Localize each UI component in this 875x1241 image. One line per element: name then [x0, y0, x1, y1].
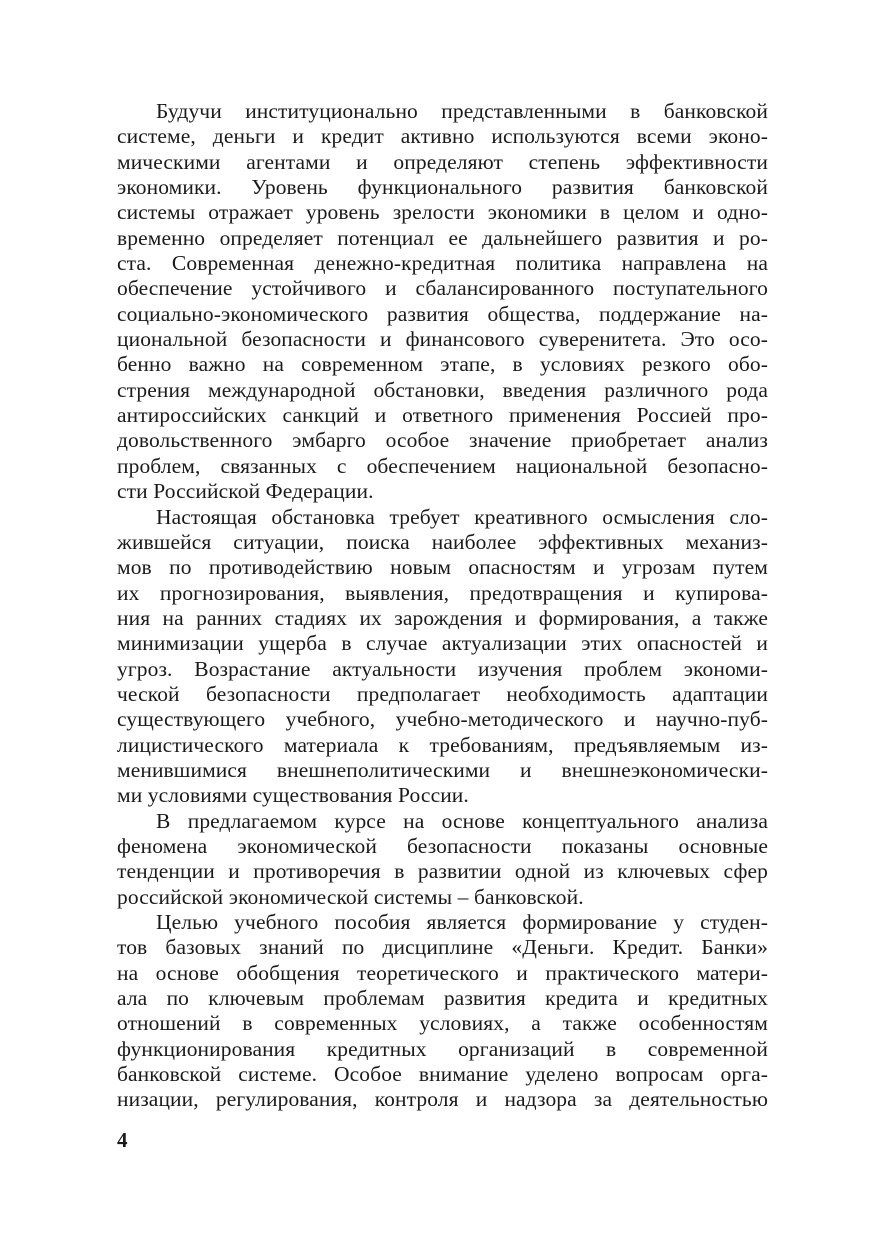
paragraph-2-line-3: мов по противодействию новым опасностям и угрозам путем	[117, 555, 768, 580]
paragraph-3-line-3: тенденции и противоречия в развитии одной из ключевых сфер	[117, 859, 768, 884]
paragraph-2-line-8: ческой безопасности предполагает необходимость адаптации	[117, 681, 768, 706]
paragraph-1-line-13: антироссийских санкций и ответного применения Россией про-	[117, 403, 768, 428]
paragraph-1-line-15: проблем, связанных с обеспечением национальной безопасно-	[117, 453, 768, 478]
paragraph-2-line-5: ния на ранних стадиях их зарождения и формирования, а также	[117, 605, 768, 630]
paragraph-2-line-1: Настоящая обстановка требует креативного осмысления сло-	[156, 504, 768, 529]
paragraph-1-line-9: социально-экономического развития общества, поддержание на-	[117, 301, 768, 326]
paragraph-1-line-4: экономики. Уровень функционального развития банковской	[117, 175, 768, 200]
paragraph-1-line-6: временно определяет потенциал ее дальнейшего развития и ро-	[117, 225, 768, 250]
paragraph-1-line-16: сти Российской Федерации.	[117, 479, 374, 504]
page-number: 4	[117, 1128, 128, 1152]
paragraph-2-line-7: угроз. Возрастание актуальности изучения проблем экономи-	[117, 656, 768, 681]
paragraph-4-line-4: ала по ключевым проблемам развития кредита и кредитных	[117, 986, 768, 1011]
paragraph-2-line-6: минимизации ущерба в случае актуализации этих опасностей и	[117, 631, 768, 656]
paragraph-1-line-8: обеспечение устойчивого и сбалансированного поступательного	[117, 276, 768, 301]
paragraph-1-line-14: довольственного эмбарго особое значение приобретает анализ	[117, 428, 768, 453]
paragraph-2-line-4: их прогнозирования, выявления, предотвращения и купирова-	[117, 580, 768, 605]
paragraph-2-line-11: менившимися внешнеполитическими и внешнеэкономически-	[117, 757, 768, 782]
paragraph-1-line-5: системы отражает уровень зрелости экономики в целом и одно-	[117, 200, 768, 225]
paragraph-3-line-4: российской экономической системы – банковской.	[117, 884, 584, 909]
paragraph-4-line-8: низации, регулирования, контроля и надзора за деятельностью	[117, 1087, 768, 1112]
paragraph-1-line-1: Будучи институционально представленными в банковской	[156, 99, 768, 123]
paragraph-4-line-6: функционирования кредитных организаций в современной	[117, 1036, 768, 1061]
paragraph-1-line-7: ста. Современная денежно-кредитная политика направлена на	[117, 251, 768, 276]
paragraph-1-line-2: системе, деньги и кредит активно используются всеми эконо-	[117, 124, 768, 149]
paragraph-2-line-2: жившейся ситуации, поиска наиболее эффективных механиз-	[117, 529, 768, 554]
paragraph-4-line-2: тов базовых знаний по дисциплине «Деньги. Кредит. Банки»	[117, 935, 768, 960]
paragraph-4-line-7: банковской системе. Особое внимание уделено вопросам орга-	[117, 1062, 768, 1087]
paragraph-2-line-9: существующего учебного, учебно-методического и научно-пуб-	[117, 707, 768, 732]
paragraph-1-line-12: стрения международной обстановки, введения различного рода	[117, 377, 768, 402]
paragraph-2-line-10: лицистического материала к требованиям, предъявляемым из-	[117, 732, 768, 757]
paragraph-3-line-2: феномена экономической безопасности показаны основные	[117, 833, 768, 858]
body-text	[117, 99, 768, 1113]
paragraph-1-line-3: мическими агентами и определяют степень эффективности	[117, 149, 768, 174]
paragraph-2-line-12: ми условиями существования России.	[117, 783, 469, 808]
paragraph-1-line-11: бенно важно на современном этапе, в условиях резкого обо-	[117, 352, 768, 377]
paragraph-4-line-5: отношений в современных условиях, а также особенностям	[117, 1011, 768, 1036]
paragraph-4-line-1: Целью учебного пособия является формирование у студен-	[156, 910, 768, 934]
paragraph-1-line-10: циональной безопасности и финансового суверенитета. Это осо-	[117, 327, 768, 352]
paragraph-3-line-1: В предлагаемом курсе на основе концептуального анализа	[156, 808, 768, 833]
paragraph-4-line-3: на основе обобщения теоретического и практического матери-	[117, 960, 768, 985]
